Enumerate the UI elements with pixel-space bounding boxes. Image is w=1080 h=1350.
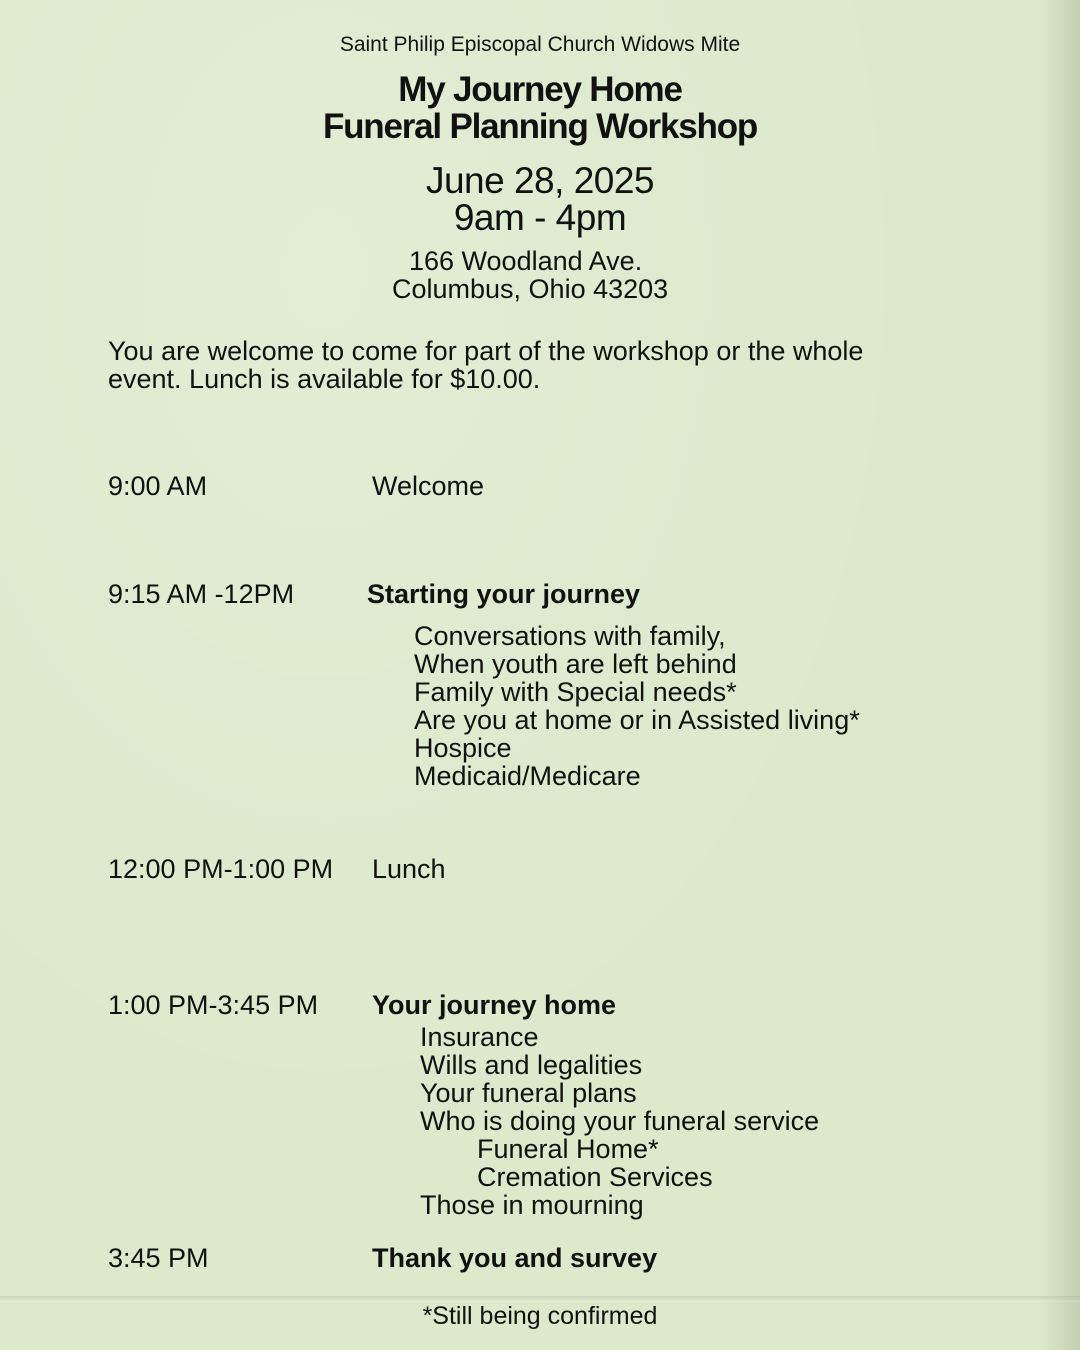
intro-line-2: event. Lunch is available for $10.00. (108, 364, 541, 394)
list-item: Family with Special needs* (414, 677, 737, 707)
schedule-activity: Welcome (372, 471, 485, 501)
schedule-time: 12:00 PM-1:00 PM (108, 854, 334, 884)
list-item: Are you at home or in Assisted living* (414, 705, 860, 735)
address-line-1: 166 Woodland Ave. (409, 246, 643, 276)
list-item: Funeral Home* (477, 1134, 659, 1164)
title-line-1: My Journey Home (398, 70, 682, 109)
intro-paragraph (108, 337, 863, 393)
intro-line-1: You are welcome to come for part of the workshop or the whole (108, 336, 864, 366)
schedule-time: 1:00 PM-3:45 PM (108, 990, 319, 1020)
list-item: Who is doing your funeral service (420, 1106, 820, 1136)
schedule-subitems (420, 1023, 819, 1219)
schedule-subitems (414, 622, 860, 790)
list-item: Hospice (414, 733, 512, 763)
schedule-time: 3:45 PM (108, 1243, 209, 1273)
address-line-2: Columbus, Ohio 43203 (392, 274, 669, 304)
list-item: Medicaid/Medicare (414, 761, 641, 791)
title-line-2: Funeral Planning Workshop (322, 107, 758, 146)
schedule-activity: Your journey home (372, 990, 617, 1020)
event-date: June 28, 2025 (425, 160, 655, 201)
schedule-time: 9:15 AM -12PM (108, 579, 295, 609)
list-item: Wills and legalities (420, 1050, 643, 1080)
schedule-activity: Lunch (372, 854, 446, 884)
organization-name: Saint Philip Episcopal Church Widows Mite (339, 33, 741, 56)
schedule-activity: Thank you and survey (372, 1243, 658, 1273)
list-item: Insurance (420, 1022, 539, 1052)
schedule-time: 9:00 AM (108, 471, 208, 501)
list-item: Those in mourning (420, 1190, 644, 1220)
list-item: Conversations with family, (414, 621, 726, 651)
event-time: 9am - 4pm (453, 197, 627, 238)
list-item: Cremation Services (477, 1162, 713, 1192)
footnote: *Still being confirmed (422, 1302, 658, 1330)
list-item: Your funeral plans (420, 1078, 637, 1108)
schedule-activity: Starting your journey (367, 579, 641, 609)
list-item: When youth are left behind (414, 649, 737, 679)
